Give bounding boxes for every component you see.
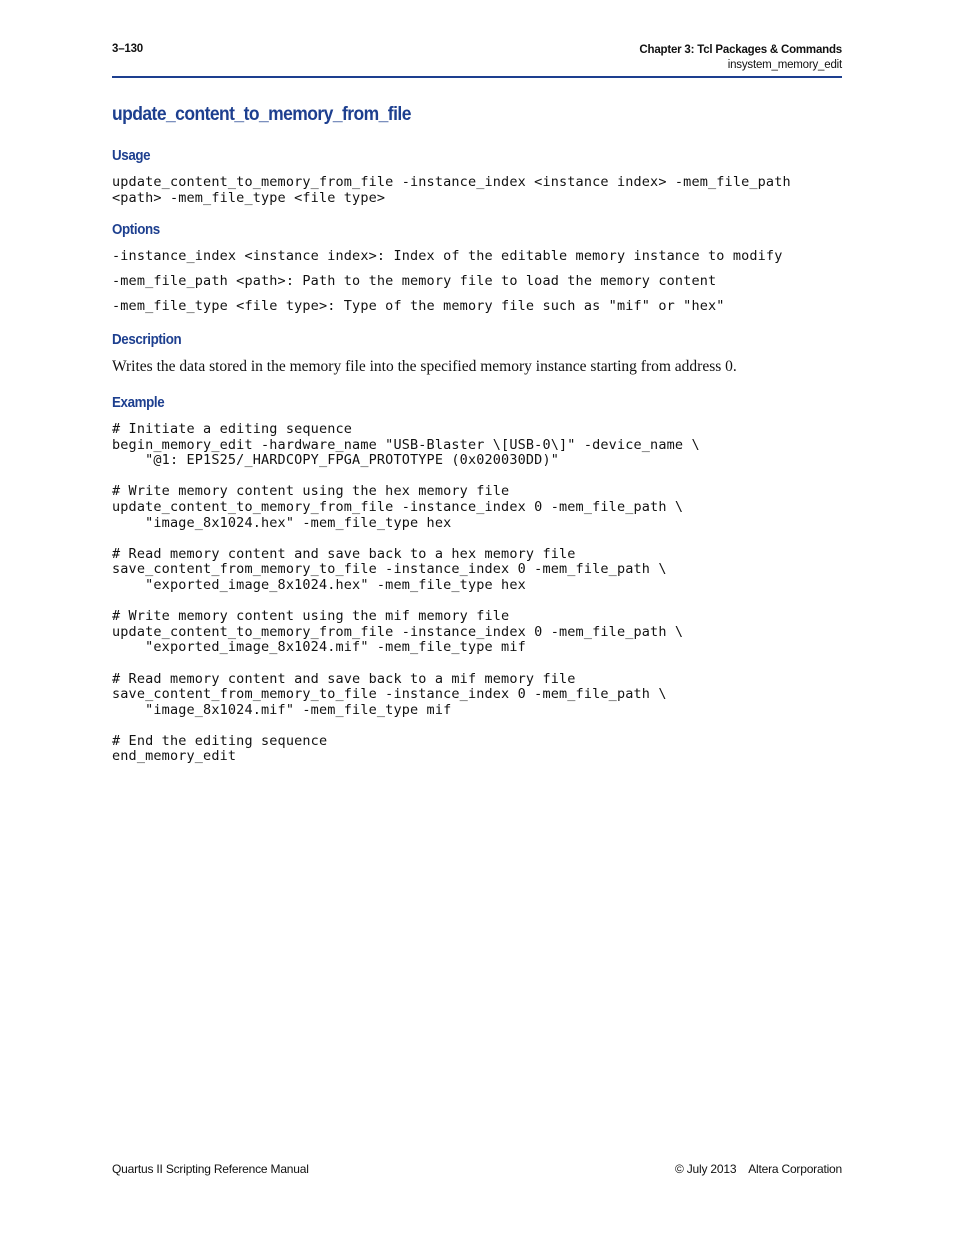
description-text: Writes the data stored in the memory file into the specified memory instance starting from address 0. (112, 358, 737, 375)
example-code: # Initiate a editing sequence begin_memory_edit -hardware_name "USB-Blaster \[USB-0\]" -device_name \ "@1: EP1S25/_HARDCOPY_FPGA_PROTOTYPE (0x020030DD)" # Write memory content using the hex memory file update_content_to_memory_from_file -instance_index 0 -mem_file_path \ "image_8x1024.hex" -mem_file_type hex # Read memory content and save back to a hex memory file save_content_from_memory_to_file -instance_index 0 -mem_file_path \ "exported_image_8x1024.hex" -mem_file_type hex # Write memory content using the mif memory file update_content_to_memory_from_file -instance_index 0 -mem_file_path \ "exported_image_8x1024.mif" -mem_file_type mif # Read memory content and save back to a mif memory file save_content_from_memory_to_file -instance_index 0 -mem_file_path \ "image_8x1024.mif" -mem_file_type mif # End the editing sequence end_memory_edit (112, 421, 700, 765)
option-mem-file-type: -mem_file_type <file type>: Type of the memory file such as "mif" or "hex" (112, 298, 725, 314)
chapter-title: Chapter 3: Tcl Packages & Commands (639, 44, 842, 56)
command-title: update_content_to_memory_from_file (112, 104, 411, 125)
running-header (639, 43, 842, 73)
header-divider (112, 76, 842, 78)
options-heading: Options (112, 222, 160, 238)
usage-code: update_content_to_memory_from_file -instance_index <instance index> -mem_file_path <path> -mem_file_type <file type> (112, 174, 791, 206)
usage-heading: Usage (112, 148, 151, 164)
page-number: 3–130 (112, 43, 143, 55)
footer-right (675, 1162, 842, 1176)
company-name: Altera Corporation (748, 1162, 842, 1176)
option-instance-index: -instance_index <instance index>: Index of the editable memory instance to modify (112, 248, 783, 264)
description-heading: Description (112, 332, 182, 348)
subsection-title: insystem_memory_edit (727, 59, 842, 71)
publication-date: © July 2013 (674, 1162, 737, 1176)
manual-name: Quartus II Scripting Reference Manual (112, 1162, 309, 1176)
option-mem-file-path: -mem_file_path <path>: Path to the memory file to load the memory content (112, 273, 717, 289)
example-heading: Example (112, 395, 165, 411)
